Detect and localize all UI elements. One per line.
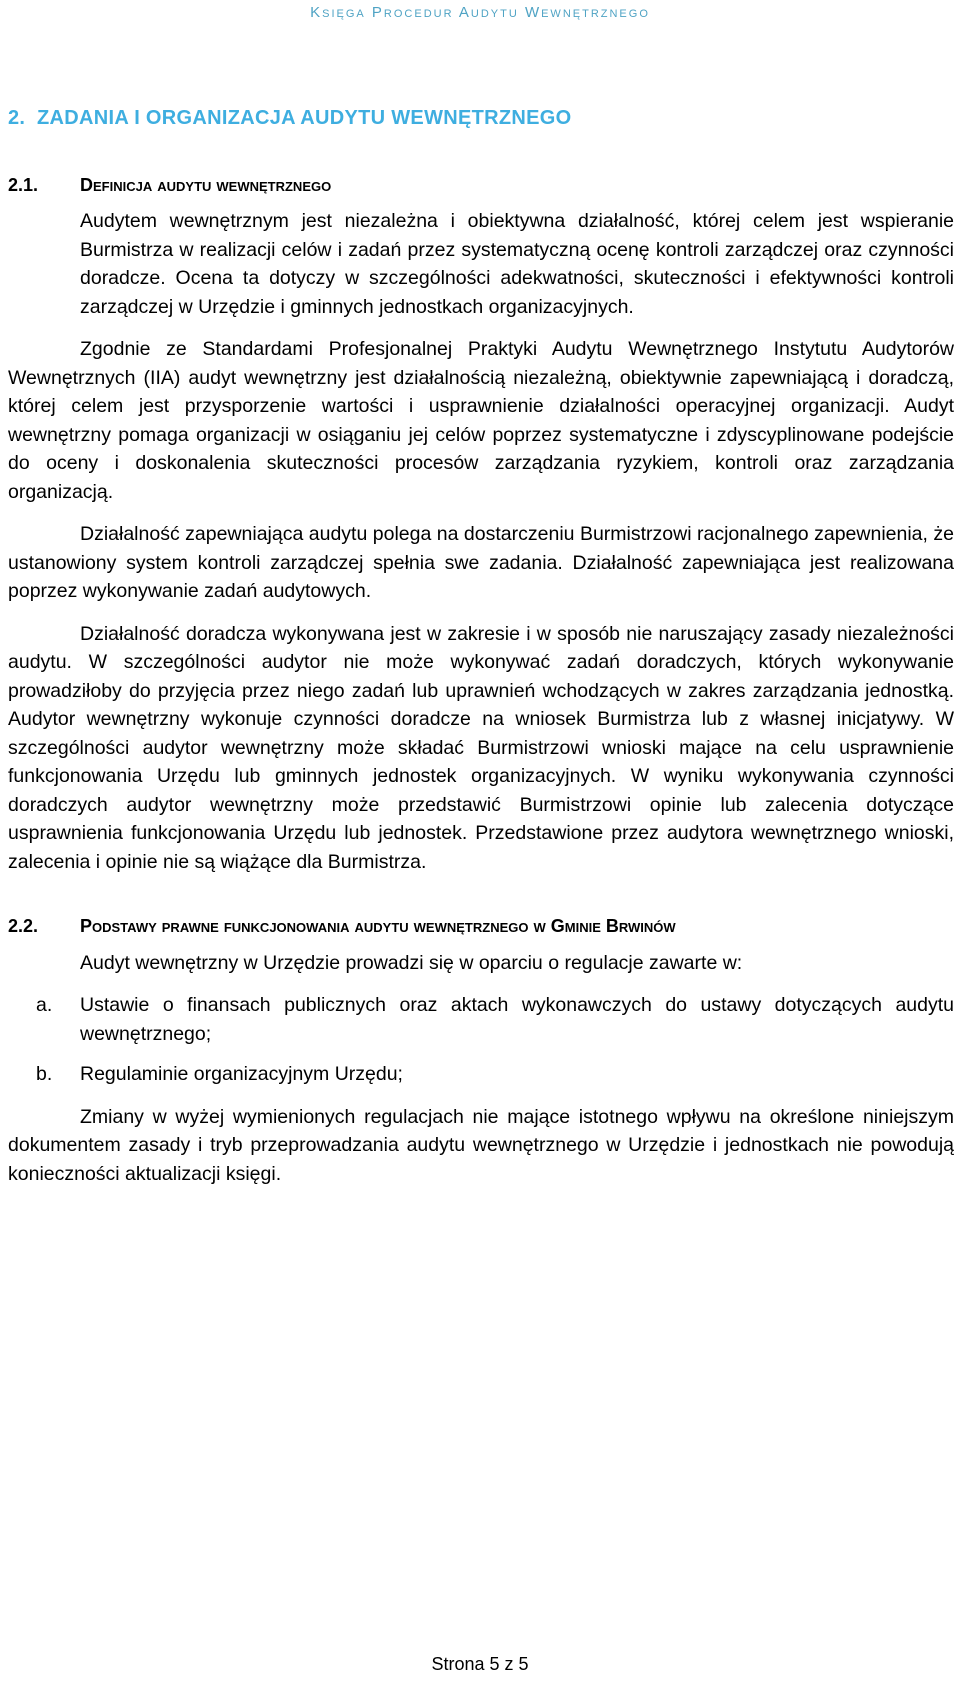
chapter-title-text: ZADANIA I ORGANIZACJA AUDYTU WEWNĘTRZNEGO [37,107,572,129]
chapter-title [8,104,954,133]
running-header: Księga Procedur Audytu Wewnętrznego [310,4,650,21]
document-body [8,104,954,1202]
section-number: 2.2. [8,916,39,936]
list-item-text: Ustawie o finansach publicznych oraz aktach wykonawczych do ustawy dotyczących audytu wewnętrznego; [80,994,954,1045]
section-title: Definicja audytu wewnętrznego [80,174,332,195]
section-spacer [8,890,954,912]
paragraph-legal-basis-intro: Audyt wewnętrzny w Urzędzie prowadzi się w oparciu o regulacje zawarte w: [80,951,743,974]
paragraph-consulting-activity: Działalność doradcza wykonywana jest w zakresie i w sposób nie naruszający zasady niezależności audytu. W szczególności audytor nie może wykonywać zadań doradczych, których wykonywanie prowadziłoby do przyjęcia przez niego zadań lub uprawnień wchodzących w zakres zarządzania jednostką. Audytor wewnętrzny wykonuje czynności doradcze na wniosek Burmistrza lub z własnej inicjatywy. W szczególności audytor wewnętrzny może składać Burmistrzowi wnioski mające na celu usprawnienie funkcjonowania Urzędu lub gminnych jednostek organizacyjnych. W wyniku wykonywania czynności doradczych audytor wewnętrzny może przedstawić Burmistrzowi opinie lub zalecenia dotyczące usprawnienia funkcjonowania Urzędu lub jednostek. Przedstawione przez audytora wewnętrznego wnioski, zalecenia i opinie nie są wiążące dla Burmistrza. [8,622,954,873]
paragraph-assurance-activity: Działalność zapewniająca audytu polega na dostarczeniu Burmistrzowi racjonalnego zapewnienia, że ustanowiony system kontroli zarządczej spełnia swe zadania. Działalność zapewniająca jest realizowana poprzez wykonywanie zadań audytowych. [8,523,954,602]
paragraph-definition: Audytem wewnętrznym jest niezależna i obiektywna działalność, której celem jest wspieranie Burmistrza w realizacji celów i zadań przez systematyczną ocenę kontroli zarządczej oraz czynności doradcze. Ocena ta dotyczy w szczególności adekwatności, skuteczności i efektywności kontroli zarządczej w Urzędzie i gminnych jednostkach organizacyjnych. [80,210,954,318]
paragraph-iia-standards: Zgodnie ze Standardami Profesjonalnej Praktyki Audytu Wewnętrznego Instytutu Audytorów Wewnętrznych (IIA) audyt wewnętrzny jest działalnością niezależną, obiektywnie zapewniającą i doradczą, której celem jest przysporzenie wartości i usprawnienie działalności operacyjnej organizacji. Audyt wewnętrzny pomaga organizacji w osiąganiu jej celów poprzez systematyczne i zdyscyplinowane podejście do oceny i doskonalenia skuteczności procesów zarządzania ryzykiem, kontroli oraz zarządzania organizacją. [8,338,954,503]
legal-basis-list [8,991,954,1089]
list-marker: b. [36,1063,53,1085]
section-number: 2.1. [8,174,39,195]
section-heading-2-1 [8,171,954,200]
section-title: Podstawy prawne funkcjonowania audytu wewnętrznego w Gminie Brwinów [80,916,676,936]
paragraph-regulation-changes: Zmiany w wyżej wymienionych regulacjach nie mające istotnego wpływu na określone niniejszym dokumentem zasady i tryb przeprowadzania audytu wewnętrznego w Urzędzie i jednostkach nie powodują konieczności aktualizacji księgi. [8,1105,954,1185]
page-footer: Strona 5 z 5 [431,1654,529,1674]
section-heading-2-2 [8,912,954,941]
list-item-text: Regulaminie organizacyjnym Urzędu; [80,1063,403,1085]
chapter-number: 2. [8,107,26,129]
list-item [8,991,954,1048]
list-item [8,1060,954,1089]
list-marker: a. [36,994,53,1016]
